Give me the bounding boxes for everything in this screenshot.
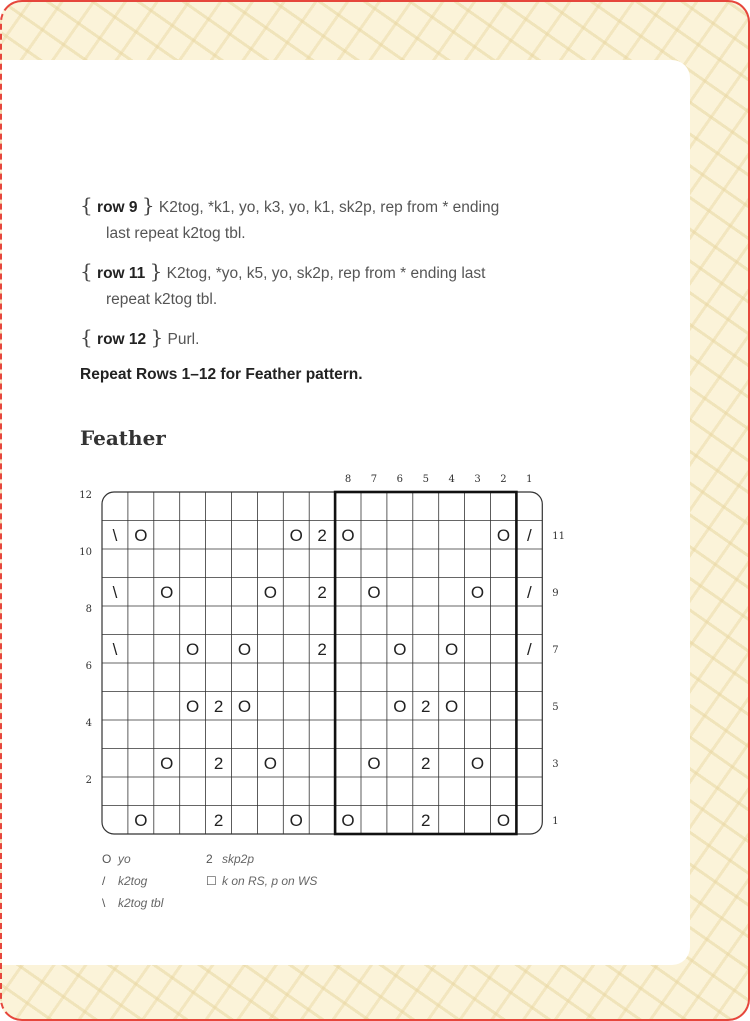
yo-symbol-icon: O xyxy=(102,852,112,866)
instruction-text: Purl. xyxy=(167,331,200,348)
row-number-label-right: 5 xyxy=(552,701,559,713)
stitch-number-label: 7 xyxy=(370,474,378,485)
chart-symbol: O xyxy=(470,582,485,602)
chart-symbol: 2 xyxy=(317,639,327,659)
row-number-label-right: 11 xyxy=(552,530,566,542)
legend-item-yo xyxy=(102,852,131,866)
chart-symbol: O xyxy=(134,525,148,545)
chart-symbol: O xyxy=(445,696,459,716)
chart-symbol: O xyxy=(263,582,277,602)
stitch-number-label: 6 xyxy=(396,474,404,485)
open-brace: { xyxy=(80,259,93,283)
chart-symbol: 2 xyxy=(213,810,224,830)
chart-symbol: O xyxy=(496,525,511,545)
row-label: row 9 xyxy=(97,199,138,216)
legend-item-k2tog xyxy=(102,874,147,888)
empty-square-icon: ☐ xyxy=(206,874,217,888)
close-brace: } xyxy=(141,193,155,217)
chart-symbol: O xyxy=(341,810,355,830)
row-number-label-right: 1 xyxy=(552,815,559,827)
chart-symbol: O xyxy=(289,810,303,830)
instruction-text: K2tog, *yo, k5, yo, sk2p, rep from * ending last xyxy=(166,265,486,282)
legend-label: k2tog xyxy=(118,874,148,888)
chart-symbol: O xyxy=(496,810,511,830)
chart-symbol: O xyxy=(263,753,277,773)
chart-symbol: 2 xyxy=(317,525,327,545)
repeat-note: Repeat Rows 1–12 for Feather pattern. xyxy=(80,366,363,383)
legend-item-skp2p xyxy=(206,852,254,866)
chart-symbol: 2 xyxy=(421,753,431,773)
legend-item-knit-purl xyxy=(206,874,317,888)
chart-symbol: O xyxy=(470,753,485,773)
instruction-continuation: repeat k2tog tbl. xyxy=(106,291,218,308)
chart-symbol: / xyxy=(526,525,532,545)
stitch-number-label: 4 xyxy=(448,474,455,485)
open-brace: { xyxy=(80,325,93,349)
skp2p-symbol-icon: 2 xyxy=(206,852,213,866)
instruction-row-12 xyxy=(80,324,199,353)
legend-label: k2tog tbl xyxy=(118,896,164,910)
chart-symbol: O xyxy=(160,582,174,602)
row-number-label-left: 6 xyxy=(85,661,92,672)
row-number-label-right: 3 xyxy=(552,758,559,770)
chart-symbol: 2 xyxy=(421,810,431,830)
row-number-label-left: 2 xyxy=(85,775,92,786)
chart-symbol: O xyxy=(237,696,252,716)
legend-label: skp2p xyxy=(222,852,255,866)
chart-symbol: O xyxy=(160,753,174,773)
chart-symbol: / xyxy=(526,582,532,602)
k2tog-symbol-icon: / xyxy=(102,874,106,888)
chart-symbol: O xyxy=(367,582,381,602)
chart-symbol: 2 xyxy=(213,696,224,716)
stitch-number-label: 2 xyxy=(500,474,507,485)
instruction-text: K2tog, *k1, yo, k3, yo, k1, sk2p, rep from * ending xyxy=(158,199,500,216)
row-number-label-right: 7 xyxy=(552,644,559,656)
row-number-label-right: 9 xyxy=(552,587,559,599)
chart-symbol: O xyxy=(367,753,381,773)
chart-symbol: O xyxy=(186,639,200,659)
instruction-row-11 xyxy=(80,258,485,313)
chart-symbol: 2 xyxy=(213,753,224,773)
open-brace: { xyxy=(80,193,93,217)
instruction-row-9 xyxy=(80,192,499,247)
row-label: row 11 xyxy=(97,265,146,282)
stitch-number-label: 8 xyxy=(344,474,352,485)
chart-title: Feather xyxy=(80,426,166,450)
stitch-number-label: 5 xyxy=(422,474,429,485)
chart-symbol: O xyxy=(289,525,303,545)
legend-label: yo xyxy=(118,852,131,866)
chart-symbol: O xyxy=(341,525,355,545)
chart-symbol: O xyxy=(186,696,200,716)
chart-symbol: O xyxy=(393,639,407,659)
stitch-number-label: 1 xyxy=(526,474,533,485)
row-number-label-left: 4 xyxy=(85,718,92,729)
row-number-label-left: 12 xyxy=(79,490,92,501)
row-label: row 12 xyxy=(97,331,147,348)
chart-symbol: O xyxy=(134,810,148,830)
row-number-label-left: 8 xyxy=(85,604,92,615)
instruction-continuation: last repeat k2tog tbl. xyxy=(106,225,246,242)
row-number-label-left: 10 xyxy=(79,547,92,558)
chart-symbol: \ xyxy=(112,582,118,602)
stitch-number-label: 3 xyxy=(474,474,481,485)
chart-symbol: O xyxy=(237,639,252,659)
chart-symbol: / xyxy=(526,639,532,659)
chart-symbol: \ xyxy=(112,639,118,659)
legend-label: k on RS, p on WS xyxy=(222,874,318,888)
close-brace: } xyxy=(149,259,163,283)
chart-symbol: O xyxy=(445,639,459,659)
chart-symbol: 2 xyxy=(421,696,431,716)
close-brace: } xyxy=(150,325,164,349)
chart-symbol: \ xyxy=(112,525,118,545)
feather-chart xyxy=(72,464,592,844)
k2tog-tbl-symbol-icon: \ xyxy=(102,896,106,910)
legend-item-k2tog-tbl xyxy=(102,896,163,910)
chart-symbol: 2 xyxy=(317,582,327,602)
chart-symbol: O xyxy=(393,696,407,716)
